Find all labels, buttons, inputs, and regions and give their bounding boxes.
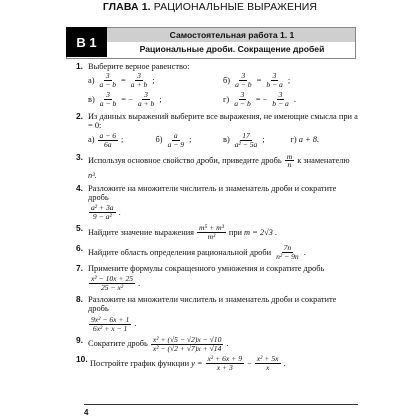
equals-sign: =: [121, 76, 126, 86]
fraction: $\frac{\text{x² − 10x + 25}}{\text{25 − x²}}$: [91, 274, 134, 293]
footer-divider: [84, 404, 358, 405]
task-number: 2.: [76, 111, 83, 122]
operator: −: [247, 359, 252, 369]
fraction: $\frac{\text{9x² − 6x + 1}}{\text{6x² + x − 1}}$: [91, 314, 130, 333]
task-text: при: [228, 227, 243, 237]
task-text: Постройте график функции: [90, 359, 190, 369]
option-label: в): [223, 135, 230, 145]
task-7: [76, 264, 358, 292]
task-10: [76, 355, 358, 372]
option-b: [156, 132, 224, 149]
expression: m = 2√3 .: [244, 227, 278, 237]
fraction: $\frac{3}{a - b}$: [234, 90, 251, 109]
chapter-number: ГЛАВА 1.: [102, 1, 151, 13]
punct: .: [138, 279, 141, 289]
fraction: $\frac{3}{b - a}$: [266, 71, 283, 90]
punct: .: [303, 247, 306, 257]
task-number: 10.: [76, 354, 88, 365]
fraction: $\frac{\text{x² + (√5 − √2)x − √10}}{\text{x² − (√2 + √7)x + √14}}$: [152, 334, 222, 353]
task-text: Сократите дробь: [88, 339, 148, 349]
punct: ;: [262, 135, 265, 145]
punct: .: [226, 339, 229, 349]
option-g: [291, 132, 359, 149]
punct: ;: [159, 95, 162, 105]
task-text: Разложите на множители числитель и знаменатель дроби и сократите дробь: [88, 183, 337, 202]
fraction: $\frac{3}{b - a}$: [272, 90, 289, 109]
fraction: $\frac{3}{a + b}$: [130, 71, 148, 90]
task-text: Найдите область определения рациональной дроби: [88, 247, 272, 257]
fraction: $\frac{\text{m⁵ + m³}}{\text{m³}}$: [199, 223, 224, 242]
option-label: г): [290, 135, 297, 145]
option-b: [223, 72, 358, 89]
punct: .: [293, 95, 296, 105]
task-list: [76, 62, 358, 375]
fraction: $\frac{3}{a - b}$: [99, 90, 117, 109]
punct: .: [134, 319, 137, 329]
option-label: в): [88, 95, 95, 105]
punct: .: [118, 208, 121, 217]
equals-sign: =: [256, 76, 262, 86]
fraction: $\frac{a}{a - 9}$: [167, 130, 185, 149]
task-number: 1.: [76, 61, 83, 71]
fraction: $\frac{\text{a² + 3a}}{\text{9 − a²}}$: [91, 203, 114, 222]
task-2: [76, 112, 358, 149]
task-text: Выберите верное равенство:: [88, 62, 190, 71]
task-9: [76, 336, 358, 353]
fraction: $\frac{3}{a + b}$: [137, 90, 155, 109]
task-text: Из данных выражений выберите все выражения, не имеющие смысла при a = 0:: [88, 112, 358, 131]
punct: ;: [152, 76, 155, 86]
task-text: к знаменателю: [297, 156, 350, 166]
fraction: $\frac{a - 6}{6a}$: [99, 130, 117, 149]
task-5: [76, 224, 358, 241]
variant-badge: В 1: [66, 27, 107, 57]
task-1: [76, 62, 358, 109]
task-number: 9.: [76, 334, 83, 345]
task-text: Используя основное свойство дроби, приведите дробь: [88, 156, 282, 166]
fraction: $\frac{m}{n}$: [286, 151, 293, 170]
fraction: $\frac{3}{a - b}$: [235, 71, 252, 90]
task-text: Примените формулы сокращенного умножения и сократите дробь: [88, 263, 325, 273]
task-number: 6.: [76, 243, 83, 254]
equals-sign: = −: [255, 95, 268, 105]
task-text: Разложите на множители числитель и знаменатель дроби и сократите дробь: [88, 295, 337, 314]
task-number: 7.: [76, 262, 83, 273]
option-label: а): [88, 76, 95, 86]
option-label: а): [88, 135, 95, 145]
chapter-heading: [0, 1, 420, 13]
option-a: [88, 132, 156, 149]
expression: a + 8.: [298, 135, 320, 145]
option-g: [223, 91, 358, 108]
option-v: [223, 132, 291, 149]
option-v: [88, 91, 223, 108]
equals-sign: = −: [121, 95, 133, 105]
fraction: $\frac{17}{\text{a² − 5a}}$: [234, 130, 258, 149]
task-3: [76, 153, 358, 181]
expression: n³.: [88, 171, 97, 181]
chapter-title: РАЦИОНАЛЬНЫЕ ВЫРАЖЕНИЯ: [153, 1, 318, 13]
punct: ;: [189, 135, 192, 145]
task-8: [76, 295, 358, 332]
expression: y =: [191, 359, 203, 369]
worksheet-title: Самостоятельная работа 1. 1: [169, 30, 295, 40]
task-4: [76, 184, 358, 221]
punct: ;: [121, 135, 124, 145]
task-number: 3.: [76, 151, 83, 162]
worksheet-subtitle: Рациональные дроби. Сокращение дробей: [139, 44, 325, 54]
task-number: 4.: [76, 182, 83, 193]
option-label: б): [155, 135, 163, 145]
option-label: б): [223, 76, 231, 86]
fraction: $\frac{\text{x² + 5x}}{x}$: [256, 354, 279, 373]
fraction: $\frac{\text{x² + 6x + 9}}{x + 3}$: [207, 354, 243, 373]
option-a: [88, 72, 223, 89]
punct: .: [283, 359, 286, 369]
task-number: 8.: [76, 294, 83, 305]
punct: ;: [287, 76, 291, 86]
task-6: [76, 244, 358, 261]
fraction: $\frac{7n}{\text{n² − 9n}}$: [276, 243, 299, 261]
option-label: г): [223, 95, 230, 105]
page-number: 4: [84, 408, 89, 417]
task-text: Найдите значение выражения: [88, 227, 195, 237]
fraction: $\frac{3}{a - b}$: [99, 71, 117, 90]
task-number: 5.: [76, 223, 83, 234]
